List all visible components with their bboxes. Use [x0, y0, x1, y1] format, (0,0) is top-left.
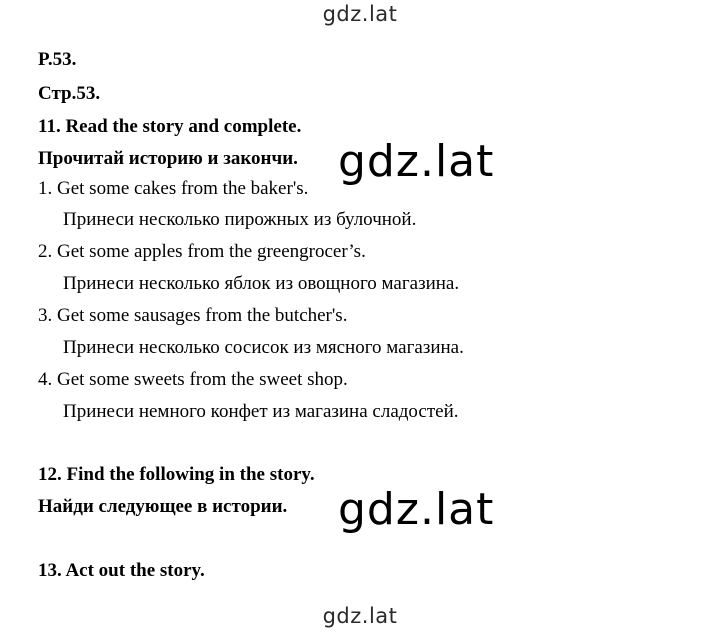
exercise-12-title: 12. Find the following in the story.	[38, 464, 315, 485]
exercise-11-item-3-ru: Принеси несколько сосисок из мясного магазина.	[63, 337, 464, 358]
page-label-ru: Стр.53.	[38, 83, 101, 104]
exercise-11-item-1-ru: Принеси несколько пирожных из булочной.	[63, 209, 417, 230]
exercise-11-item-4-en: 4. Get some sweets from the sweet shop.	[38, 369, 348, 390]
exercise-11-title-ru: Прочитай историю и закончи.	[38, 148, 298, 169]
watermark-bottom: gdz.lat	[322, 604, 398, 628]
exercise-11-item-4-ru: Принеси немного конфет из магазина сладостей.	[63, 401, 459, 422]
exercise-13-title: 13. Act out the story.	[38, 560, 205, 581]
exercise-11-item-1-en: 1. Get some cakes from the baker's.	[38, 178, 309, 199]
exercise-12-title-ru: Найди следующее в истории.	[38, 496, 288, 517]
exercise-11-title: 11. Read the story and complete.	[38, 116, 302, 137]
exercise-11-item-2-en: 2. Get some apples from the greengrocer’s.	[38, 241, 366, 262]
exercise-11-item-2-ru: Принеси несколько яблок из овощного магазина.	[63, 273, 460, 294]
page-label-en: P.53.	[38, 49, 77, 70]
watermark-large-1: gdz.lat	[338, 136, 495, 187]
watermark-top: gdz.lat	[322, 2, 398, 26]
watermark-large-2: gdz.lat	[338, 484, 495, 535]
exercise-11-item-3-en: 3. Get some sausages from the butcher's.	[38, 305, 348, 326]
